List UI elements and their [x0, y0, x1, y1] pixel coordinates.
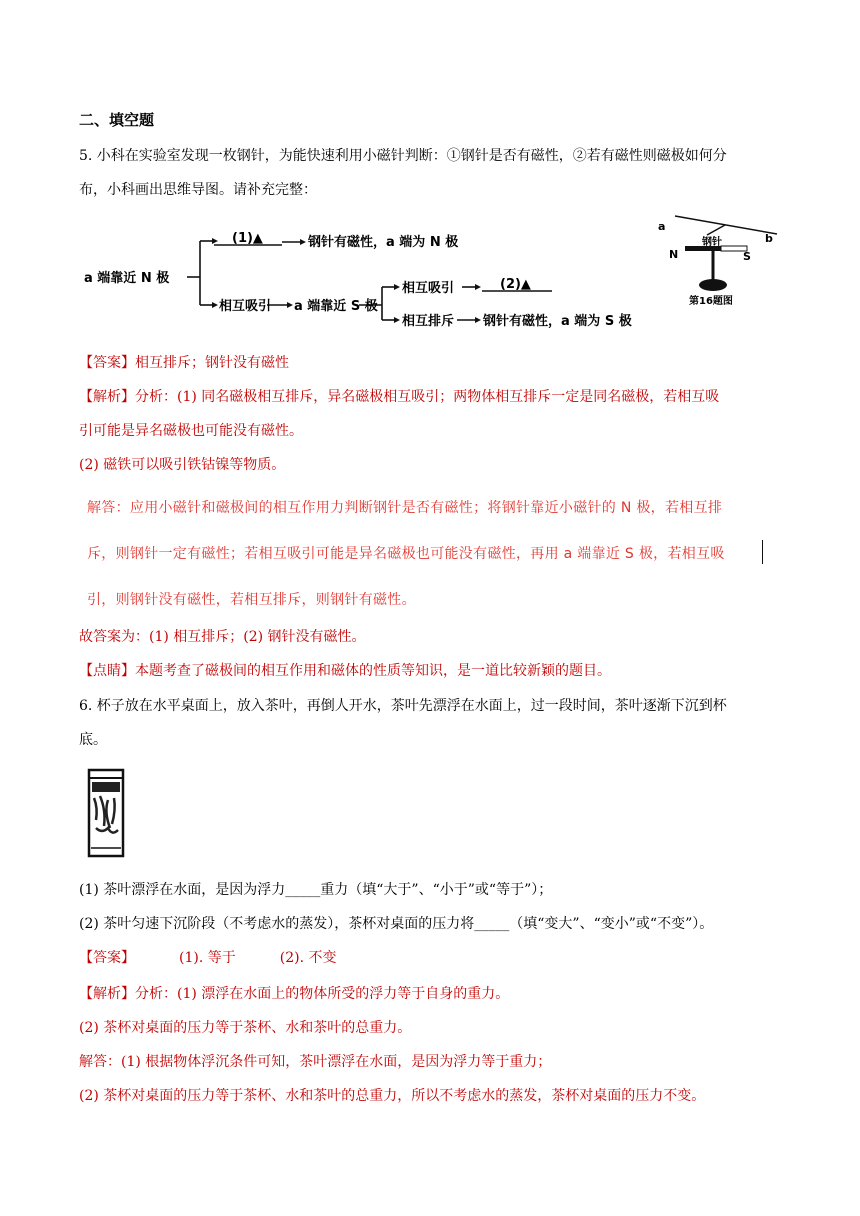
q6-solution-line2: (2) 茶杯对桌面的压力等于茶杯、水和茶叶的总重力，所以不考虑水的蒸发，茶杯对桌面的压力不变。	[79, 1088, 706, 1104]
figure-label-a: a	[658, 220, 666, 233]
q5-solution-line2: 斥，则钢针一定有磁性；若相互吸引可能是异名磁极也可能没有磁性，再用 a 端靠近 S 极，若相互吸	[87, 546, 725, 562]
mindmap-root: a 端靠近 N 极	[84, 271, 170, 286]
answer-2: (2). 不变	[279, 950, 337, 966]
analysis-text-1: 分析：(1) 漂浮在水面上的物体所受的浮力等于自身的重力。	[135, 986, 510, 1002]
q6-analysis-line2: (2) 茶杯对桌面的压力等于茶杯、水和茶叶的总重力。	[79, 1020, 412, 1036]
q6-analysis-line1	[79, 984, 509, 1004]
mindmap-blank-1: (1)▲	[232, 231, 263, 246]
q6-stem-line2: 底。	[79, 732, 107, 748]
answer-tag: 【答案】	[79, 950, 135, 966]
q5-analysis-line3: (2) 磁铁可以吸引铁钴镍等物质。	[79, 457, 286, 473]
figure-label-N: N	[669, 248, 679, 261]
answer-text: 相互排斥；钢针没有磁性	[135, 355, 289, 371]
mindmap-sub-top-label: 相互吸引	[402, 281, 455, 296]
q5-comment	[79, 661, 611, 681]
mindmap-top-result: 钢针有磁性，a 端为 N 极	[308, 235, 459, 250]
q5-stem-line1: 5. 小科在实验室发现一枚钢针，为能快速利用小磁针判断：①钢针是否有磁性，②若有磁性则磁极如何分	[79, 148, 727, 164]
figure-label-needle: 钢针	[702, 237, 722, 248]
comment-text: 本题考查了磁极间的相互作用和磁体的性质等知识，是一道比较新颖的题目。	[135, 663, 611, 679]
mindmap-sub-bottom-label: 相互排斥	[402, 314, 455, 329]
q5-solution-line1: 解答：应用小磁针和磁极间的相互作用力判断钢针是否有磁性；将钢针靠近小磁针的 N 极，若相互排	[87, 500, 723, 516]
q6-stem-line1: 6. 杯子放在水平桌面上，放入茶叶，再倒人开水，茶叶先漂浮在水面上，过一段时间，茶叶逐渐下沉到杯	[79, 698, 727, 714]
q5-solution-line3: 引，则钢针没有磁性，若相互排斥，则钢针有磁性。	[87, 592, 416, 608]
mindmap-blank-2: (2)▲	[500, 277, 531, 292]
figure-label-S: S	[743, 250, 751, 263]
q5-mindmap-diagram	[82, 215, 652, 340]
answer-1: (1). 等于	[179, 950, 236, 966]
analysis-tag: 【解析】	[79, 389, 135, 405]
mindmap-bottom-mid: a 端靠近 S 极	[294, 299, 378, 314]
analysis-tag: 【解析】	[79, 986, 135, 1002]
figure-caption: 第16题图	[689, 296, 733, 307]
q5-stem-line2: 布，小科画出思维导图。请补充完整：	[79, 182, 317, 198]
comment-tag: 【点睛】	[79, 663, 135, 679]
q6-sub2: (2) 茶叶匀速下沉阶段（不考虑水的蒸发），茶杯对桌面的压力将_____（填“变大”、“变小”或“不变”）。	[79, 916, 714, 932]
tea-cup-figure	[86, 768, 126, 860]
figure-label-b: b	[765, 232, 773, 245]
q6-answer	[79, 948, 336, 968]
answer-tag: 【答案】	[79, 355, 135, 371]
q5-analysis-line1	[79, 387, 719, 407]
analysis-text-1: 分析：(1) 同名磁极相互排斥，异名磁极相互吸引；两物体相互排斥一定是同名磁极，若相互吸	[135, 389, 720, 405]
q6-solution-line1: 解答：(1) 根据物体浮沉条件可知，茶叶漂浮在水面，是因为浮力等于重力；	[79, 1054, 552, 1070]
q5-final-answer: 故答案为：(1) 相互排斥；(2) 钢针没有磁性。	[79, 629, 366, 645]
section-heading: 二、填空题	[79, 111, 155, 129]
text-cursor	[762, 540, 763, 564]
q6-sub1: (1) 茶叶漂浮在水面，是因为浮力_____重力（填“大于”、“小于”或“等于”）；	[79, 882, 553, 898]
q5-analysis-line2: 引可能是异名磁极也可能没有磁性。	[79, 423, 303, 439]
q5-needle-figure	[655, 210, 785, 310]
mindmap-sub-bottom-result: 钢针有磁性，a 端为 S 极	[483, 314, 632, 329]
q5-answer	[79, 353, 289, 373]
mindmap-bottom-label: 相互吸引	[219, 299, 272, 314]
